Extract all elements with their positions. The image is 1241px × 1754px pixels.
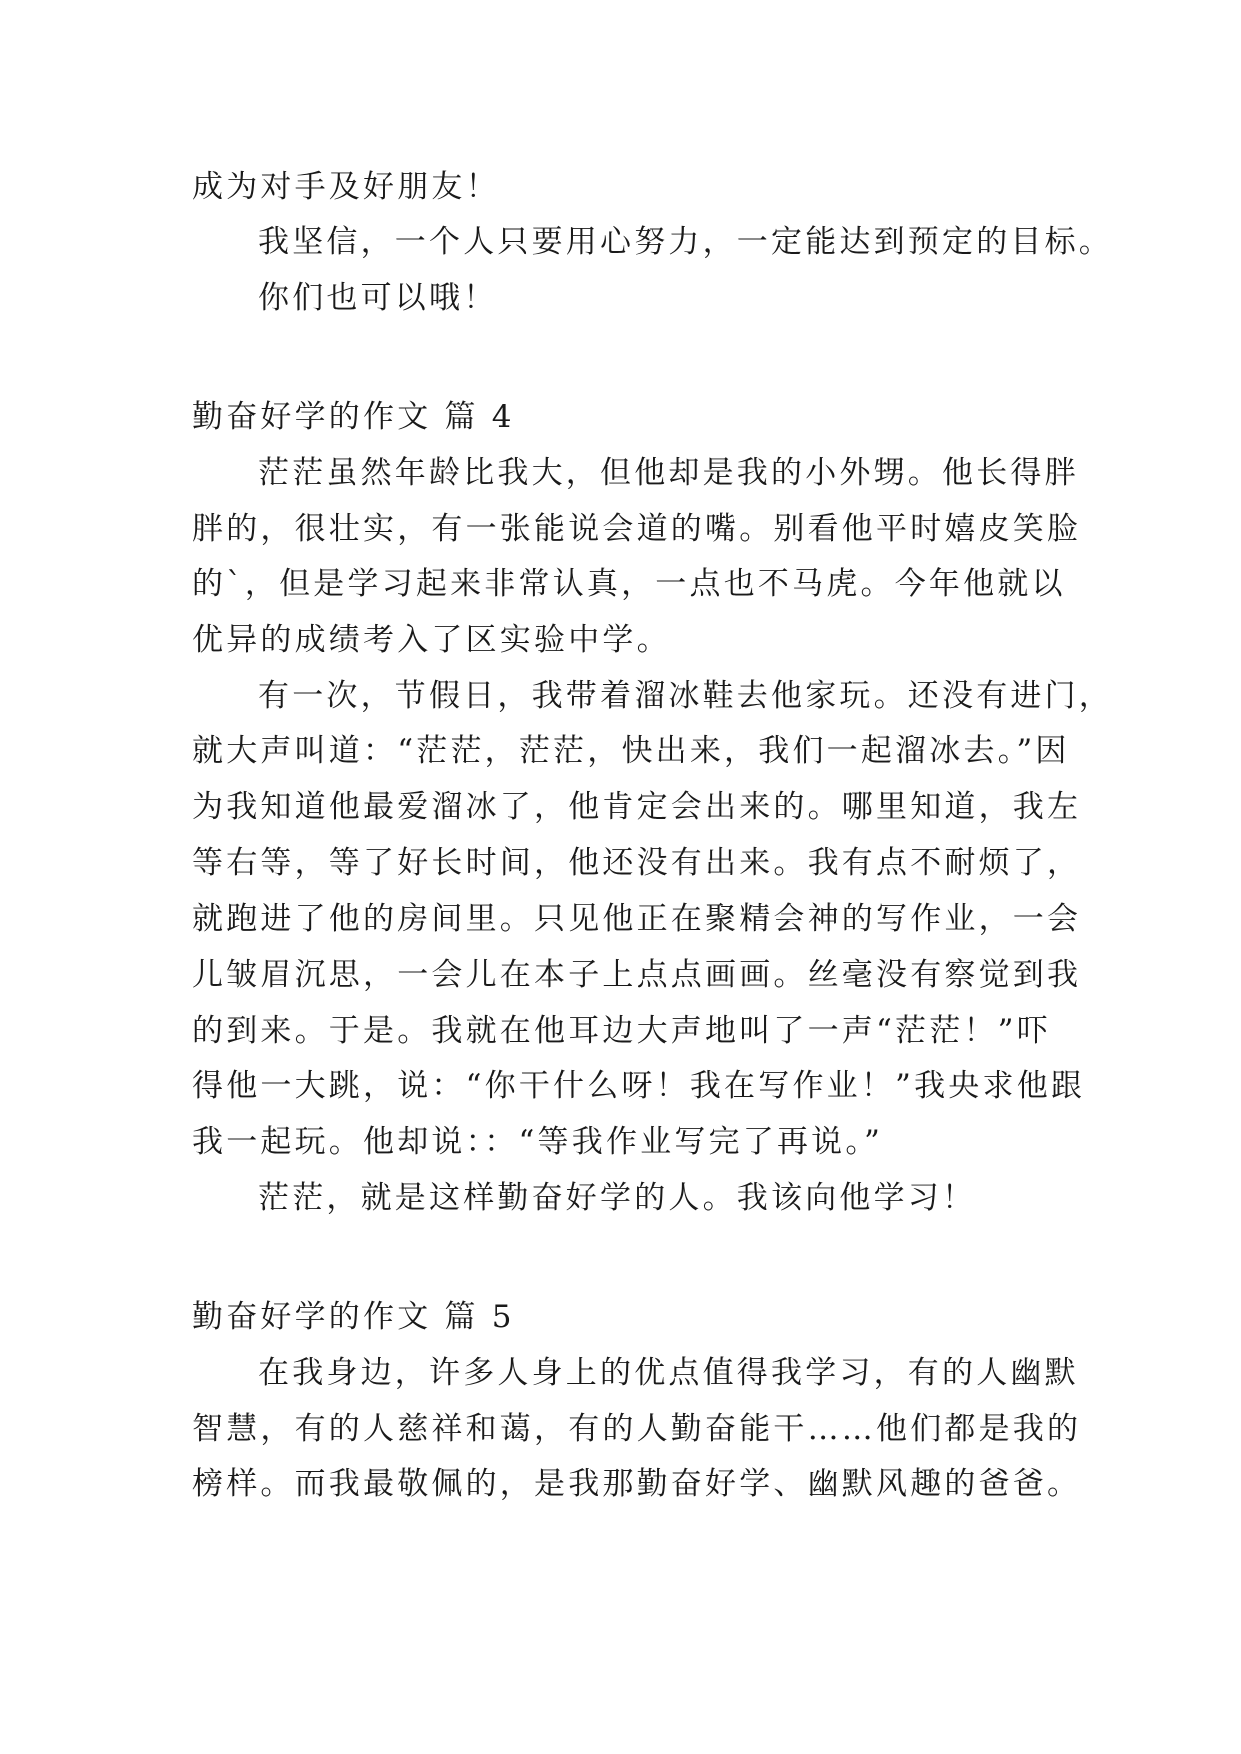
paragraph-line: 就跑进了他的房间里。只见他正在聚精会神的写作业，一会 <box>192 901 1082 937</box>
paragraph-line: 在我身边，许多人身上的优点值得我学习，有的人幽默 <box>258 1355 1079 1391</box>
paragraph-line: 的`，但是学习起来非常认真，一点也不马虎。今年他就以 <box>192 566 1066 602</box>
paragraph-line: 榜样。而我最敬佩的，是我那勤奋好学、幽默风趣的爸爸。 <box>192 1466 1082 1502</box>
text-line-closing: 成为对手及好朋友！ <box>192 169 500 205</box>
paragraph-line: 我一起玩。他却说：：“等我作业写完了再说。” <box>192 1124 884 1160</box>
paragraph-line: 就大声叫道：“茫茫，茫茫，快出来，我们一起溜冰去。”因 <box>192 733 1070 769</box>
paragraph-line: 茫茫虽然年龄比我大，但他却是我的小外甥。他长得胖 <box>258 455 1079 491</box>
paragraph-line: 优异的成绩考入了区实验中学。 <box>192 622 671 658</box>
section-heading-5: 勤奋好学的作文 篇 5 <box>192 1299 515 1335</box>
section-heading-4: 勤奋好学的作文 篇 4 <box>192 399 515 435</box>
paragraph-line: 胖的，很壮实，有一张能说会道的嘴。别看他平时嬉皮笑脸 <box>192 511 1082 547</box>
paragraph-line: 儿皱眉沉思，一会儿在本子上点点画画。丝毫没有察觉到我 <box>192 957 1082 993</box>
paragraph-line: 智慧，有的人慈祥和蔼，有的人勤奋能干……他们都是我的 <box>192 1411 1082 1447</box>
paragraph-line: 为我知道他最爱溜冰了，他肯定会出来的。哪里知道，我左 <box>192 789 1082 825</box>
paragraph-line: 得他一大跳，说：“你干什么呀！我在写作业！”我央求他跟 <box>192 1068 1086 1104</box>
paragraph-line: 的到来。于是。我就在他耳边大声地叫了一声“茫茫！”吓 <box>192 1013 1051 1049</box>
paragraph-line: 有一次，节假日，我带着溜冰鞋去他家玩。还没有进门， <box>258 678 1113 714</box>
paragraph-line: 等右等，等了好长时间，他还没有出来。我有点不耐烦了， <box>192 845 1082 881</box>
paragraph-line: 茫茫，就是这样勤奋好学的人。我该向他学习！ <box>258 1180 977 1216</box>
paragraph-line: 你们也可以哦！ <box>258 280 498 316</box>
paragraph-line: 我坚信，一个人只要用心努力，一定能达到预定的目标。 <box>258 224 1113 260</box>
